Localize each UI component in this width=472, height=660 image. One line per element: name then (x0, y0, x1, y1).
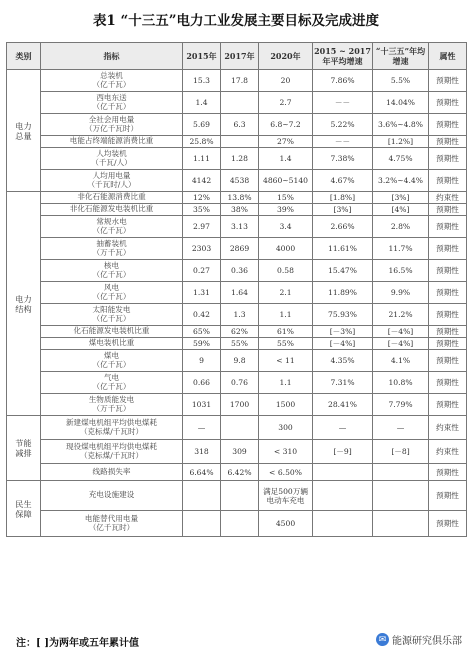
growth-13th-fyp: 3.2%~4.4% (373, 170, 429, 192)
table-row (7, 394, 467, 416)
attribute: 预期性 (429, 304, 467, 326)
value-2015: 12% (183, 192, 221, 204)
attribute: 预期性 (429, 70, 467, 92)
attribute: 预期性 (429, 92, 467, 114)
value-2020: 55% (259, 338, 313, 350)
attribute: 预期性 (429, 481, 467, 511)
growth-2015-2017: [－4%] (313, 338, 373, 350)
value-2015 (183, 481, 221, 511)
attribute: 预期性 (429, 511, 467, 537)
growth-2015-2017: 5.22% (313, 114, 373, 136)
indicator-cell (41, 304, 183, 326)
value-2015: 0.27 (183, 260, 221, 282)
attribute: 预期性 (429, 372, 467, 394)
indicator-cell (41, 350, 183, 372)
indicator-cell (41, 416, 183, 440)
indicator-name: 人均用电量 (92, 170, 131, 180)
growth-13th-fyp: 4.1% (373, 350, 429, 372)
value-2020: 20 (259, 70, 313, 92)
value-2017 (221, 136, 259, 148)
indicator-cell (41, 92, 183, 114)
value-2015: 25.8% (183, 136, 221, 148)
indicator-name: 太阳能发电 (92, 304, 131, 314)
growth-13th-fyp: 2.8% (373, 216, 429, 238)
attribute: 预期性 (429, 170, 467, 192)
growth-2015-2017: 4.35% (313, 350, 373, 372)
value-2020: 27% (259, 136, 313, 148)
indicator-unit: （亿千瓦） (92, 381, 131, 391)
indicator-cell (41, 440, 183, 464)
growth-2015-2017: 75.93% (313, 304, 373, 326)
growth-2015-2017 (313, 511, 373, 537)
chat-bubble-icon: ✉ (376, 633, 389, 646)
growth-2015-2017: 28.41% (313, 394, 373, 416)
indicator-name: 核电 (103, 260, 120, 270)
indicator-unit: （亿千瓦） (92, 79, 131, 89)
value-2015 (183, 511, 221, 537)
value-2020: < 11 (259, 350, 313, 372)
growth-2015-2017: [－9] (313, 440, 373, 464)
header-2015: 2015年 (183, 43, 221, 70)
indicator-unit: （亿千瓦） (92, 101, 131, 111)
indicator-unit: （千瓦时/人） (87, 179, 136, 189)
table-row (7, 511, 467, 537)
value-2015: 65% (183, 326, 221, 338)
indicator-name: 风电 (103, 282, 120, 292)
value-2020: 4000 (259, 238, 313, 260)
indicator-cell (41, 136, 183, 148)
growth-2015-2017: 7.38% (313, 148, 373, 170)
growth-2015-2017: [3%] (313, 204, 373, 216)
growth-2015-2017: －－ (313, 92, 373, 114)
value-2017: 3.13 (221, 216, 259, 238)
value-2015: 2303 (183, 238, 221, 260)
indicator-cell (41, 148, 183, 170)
growth-13th-fyp: — (373, 416, 429, 440)
growth-2015-2017: [－3%] (313, 326, 373, 338)
value-2017: 309 (221, 440, 259, 464)
value-2015: 6.64% (183, 464, 221, 481)
header-row (7, 43, 467, 70)
value-2015: 35% (183, 204, 221, 216)
value-2017: 0.76 (221, 372, 259, 394)
indicator-name: 生物质能发电 (88, 394, 135, 404)
indicator-unit: （克标煤/千瓦时） (79, 450, 144, 460)
value-2015: 9 (183, 350, 221, 372)
category-label-line: 保障 (15, 508, 32, 519)
attribute: 约束性 (429, 440, 467, 464)
indicator-name: 电能替代用电量 (84, 513, 139, 523)
value-2017: 13.8% (221, 192, 259, 204)
category-label-line: 电力 (15, 120, 32, 131)
indicator-name: 新建煤电机组平均供电煤耗 (65, 417, 158, 427)
value-2017: 1700 (221, 394, 259, 416)
growth-2015-2017: — (313, 416, 373, 440)
category-label-line: 民生 (15, 498, 32, 509)
attribute: 预期性 (429, 282, 467, 304)
growth-13th-fyp: 7.79% (373, 394, 429, 416)
growth-2015-2017: 4.67% (313, 170, 373, 192)
table-row (7, 282, 467, 304)
indicator-name: 非化石能源消费比重 (77, 192, 146, 202)
value-2017: 0.36 (221, 260, 259, 282)
value-2017 (221, 92, 259, 114)
indicator-name: 西电东送 (96, 92, 127, 102)
table-row (7, 92, 467, 114)
indicator-name: 化石能源发电装机比重 (73, 326, 150, 336)
attribute: 预期性 (429, 260, 467, 282)
indicator-name: 煤电 (103, 350, 120, 360)
growth-13th-fyp: 14.04% (373, 92, 429, 114)
indicator-cell (41, 114, 183, 136)
value-2020: < 310 (259, 440, 313, 464)
indicator-unit: （克标煤/千瓦时） (79, 426, 144, 436)
targets-table (6, 42, 467, 537)
indicator-name: 全社会用电量 (88, 114, 135, 124)
category-label-line: 减排 (15, 448, 32, 458)
header-growth-13th-fyp: “十三五”年均增速 (373, 43, 429, 70)
value-2017: 1.64 (221, 282, 259, 304)
attribute: 预期性 (429, 338, 467, 350)
value-2020: 3.4 (259, 216, 313, 238)
growth-13th-fyp: [3%] (373, 192, 429, 204)
growth-2015-2017: 11.89% (313, 282, 373, 304)
growth-2015-2017: 7.31% (313, 372, 373, 394)
growth-2015-2017 (313, 464, 373, 481)
header-attribute: 属性 (429, 43, 467, 70)
value-2020: 300 (259, 416, 313, 440)
indicator-unit: （万千瓦） (92, 403, 131, 413)
indicator-name: 线路损失率 (92, 466, 131, 476)
table-row (7, 148, 467, 170)
indicator-name: 总装机 (100, 70, 123, 80)
indicator-name: 煤电装机比重 (88, 338, 135, 348)
value-2015: 59% (183, 338, 221, 350)
growth-13th-fyp: 11.7% (373, 238, 429, 260)
value-2020: 1500 (259, 394, 313, 416)
indicator-name: 现役煤电机组平均供电煤耗 (65, 441, 158, 451)
table-row (7, 192, 467, 204)
table-row (7, 216, 467, 238)
table-row (7, 350, 467, 372)
table-row (7, 416, 467, 440)
value-2020: 2.1 (259, 282, 313, 304)
attribute: 约束性 (429, 192, 467, 204)
value-2020: 15% (259, 192, 313, 204)
growth-13th-fyp: [－4%] (373, 338, 429, 350)
indicator-name: 抽蓄装机 (96, 238, 127, 248)
category-label-line: 节能 (15, 438, 32, 448)
indicator-unit: （万千瓦） (92, 247, 131, 257)
value-2020: 61% (259, 326, 313, 338)
table-row (7, 114, 467, 136)
growth-13th-fyp: 16.5% (373, 260, 429, 282)
value-2015: — (183, 416, 221, 440)
growth-13th-fyp (373, 511, 429, 537)
category-power-total (7, 70, 41, 192)
value-2015: 1.31 (183, 282, 221, 304)
growth-13th-fyp: [－4%] (373, 326, 429, 338)
value-2020: 6.8~7.2 (259, 114, 313, 136)
growth-2015-2017: －－ (313, 136, 373, 148)
table-row (7, 260, 467, 282)
indicator-unit: （亿千瓦） (92, 313, 131, 323)
header-indicator: 指标 (41, 43, 183, 70)
indicator-cell (41, 372, 183, 394)
indicator-name: 电能占终端能源消费比重 (69, 136, 154, 146)
table-row (7, 304, 467, 326)
attribute: 约束性 (429, 416, 467, 440)
growth-2015-2017: 15.47% (313, 260, 373, 282)
indicator-unit: （亿千瓦） (92, 291, 131, 301)
indicator-unit: （亿千瓦时） (88, 522, 135, 532)
table-row (7, 136, 467, 148)
indicator-cell (41, 511, 183, 537)
growth-2015-2017: [1.8%] (313, 192, 373, 204)
indicator-name: 人均装机 (96, 148, 127, 158)
indicator-unit: （亿千瓦） (92, 225, 131, 235)
value-2020: 1.1 (259, 304, 313, 326)
value-2015: 0.42 (183, 304, 221, 326)
indicator-cell (41, 326, 183, 338)
table-row (7, 338, 467, 350)
indicator-cell (41, 464, 183, 481)
value-2015: 2.97 (183, 216, 221, 238)
indicator-cell (41, 216, 183, 238)
growth-13th-fyp: 21.2% (373, 304, 429, 326)
growth-2015-2017: 2.66% (313, 216, 373, 238)
table-row (7, 464, 467, 481)
value-2015: 0.66 (183, 372, 221, 394)
indicator-name: 非化石能源发电装机比重 (69, 204, 154, 214)
growth-13th-fyp (373, 481, 429, 511)
table-row (7, 204, 467, 216)
header-growth-2015-2017: 2015 ~ 2017年平均增速 (313, 43, 373, 70)
indicator-unit: （千瓦/人） (91, 157, 132, 167)
table-row (7, 170, 467, 192)
table-row (7, 326, 467, 338)
growth-13th-fyp: 9.9% (373, 282, 429, 304)
attribute: 预期性 (429, 216, 467, 238)
table-container (6, 42, 466, 537)
attribute: 预期性 (429, 350, 467, 372)
value-2017 (221, 481, 259, 511)
value-2015: 4142 (183, 170, 221, 192)
table-row (7, 238, 467, 260)
indicator-unit: （亿千瓦） (92, 359, 131, 369)
value-2015: 1031 (183, 394, 221, 416)
table-title: 表1 “十三五”电力工业发展主要目标及完成进度 (92, 13, 380, 29)
attribute: 预期性 (429, 238, 467, 260)
indicator-unit: （亿千瓦） (92, 269, 131, 279)
indicator-name: 充电设施建设 (88, 490, 135, 500)
value-2017: 1.3 (221, 304, 259, 326)
value-2015: 15.3 (183, 70, 221, 92)
indicator-cell (41, 338, 183, 350)
table-row (7, 372, 467, 394)
table-row (7, 481, 467, 511)
value-2017: 62% (221, 326, 259, 338)
value-2017: 6.42% (221, 464, 259, 481)
watermark-text: 能源研究俱乐部 (392, 636, 462, 647)
attribute: 预期性 (429, 114, 467, 136)
value-2017: 9.8 (221, 350, 259, 372)
value-2017 (221, 511, 259, 537)
category-label-line: 电力 (15, 293, 32, 304)
value-2017: 55% (221, 338, 259, 350)
table-row (7, 440, 467, 464)
value-2015: 1.4 (183, 92, 221, 114)
category-power-structure (7, 192, 41, 416)
indicator-cell (41, 394, 183, 416)
growth-13th-fyp: 3.6%~4.8% (373, 114, 429, 136)
growth-13th-fyp: [－8] (373, 440, 429, 464)
value-2020: 2.7 (259, 92, 313, 114)
growth-13th-fyp: 4.75% (373, 148, 429, 170)
category-energy-saving (7, 416, 41, 481)
value-2017 (221, 416, 259, 440)
value-2017: 1.28 (221, 148, 259, 170)
value-2015: 5.69 (183, 114, 221, 136)
indicator-name: 气电 (103, 372, 120, 382)
value-2017: 6.3 (221, 114, 259, 136)
growth-13th-fyp (373, 464, 429, 481)
growth-13th-fyp: 10.8% (373, 372, 429, 394)
attribute: 预期性 (429, 136, 467, 148)
attribute: 预期性 (429, 204, 467, 216)
indicator-cell (41, 260, 183, 282)
indicator-cell (41, 481, 183, 511)
header-category: 类别 (7, 43, 41, 70)
indicator-cell (41, 192, 183, 204)
value-2020: 满足500万辆电动车充电 (259, 481, 313, 511)
growth-2015-2017 (313, 481, 373, 511)
attribute: 预期性 (429, 464, 467, 481)
value-2020: 0.58 (259, 260, 313, 282)
value-2017: 2869 (221, 238, 259, 260)
value-2015: 318 (183, 440, 221, 464)
indicator-unit: （万亿千瓦时） (84, 123, 139, 133)
growth-13th-fyp: [1.2%] (373, 136, 429, 148)
attribute: 预期性 (429, 326, 467, 338)
value-2017: 38% (221, 204, 259, 216)
attribute: 预期性 (429, 394, 467, 416)
value-2017: 4538 (221, 170, 259, 192)
value-2020: 39% (259, 204, 313, 216)
indicator-cell (41, 238, 183, 260)
indicator-cell (41, 170, 183, 192)
indicator-cell (41, 204, 183, 216)
watermark (376, 632, 462, 647)
value-2020: 1.4 (259, 148, 313, 170)
indicator-cell (41, 282, 183, 304)
indicator-name: 常规水电 (96, 216, 127, 226)
category-livelihood (7, 481, 41, 537)
header-2020: 2020年 (259, 43, 313, 70)
value-2020: 1.1 (259, 372, 313, 394)
table-row (7, 70, 467, 92)
category-label-line: 总量 (15, 130, 32, 141)
value-2017: 17.8 (221, 70, 259, 92)
category-label-line: 结构 (15, 303, 32, 314)
growth-13th-fyp: [4%] (373, 204, 429, 216)
value-2020: < 6.50% (259, 464, 313, 481)
value-2020: 4500 (259, 511, 313, 537)
growth-2015-2017: 7.86% (313, 70, 373, 92)
attribute: 预期性 (429, 148, 467, 170)
value-2020: 4860~5140 (259, 170, 313, 192)
value-2015: 1.11 (183, 148, 221, 170)
growth-2015-2017: 11.61% (313, 238, 373, 260)
indicator-cell (41, 70, 183, 92)
header-2017: 2017年 (221, 43, 259, 70)
footnote: 注：[ ]为两年或五年累计值 (16, 638, 139, 649)
growth-13th-fyp: 5.5% (373, 70, 429, 92)
